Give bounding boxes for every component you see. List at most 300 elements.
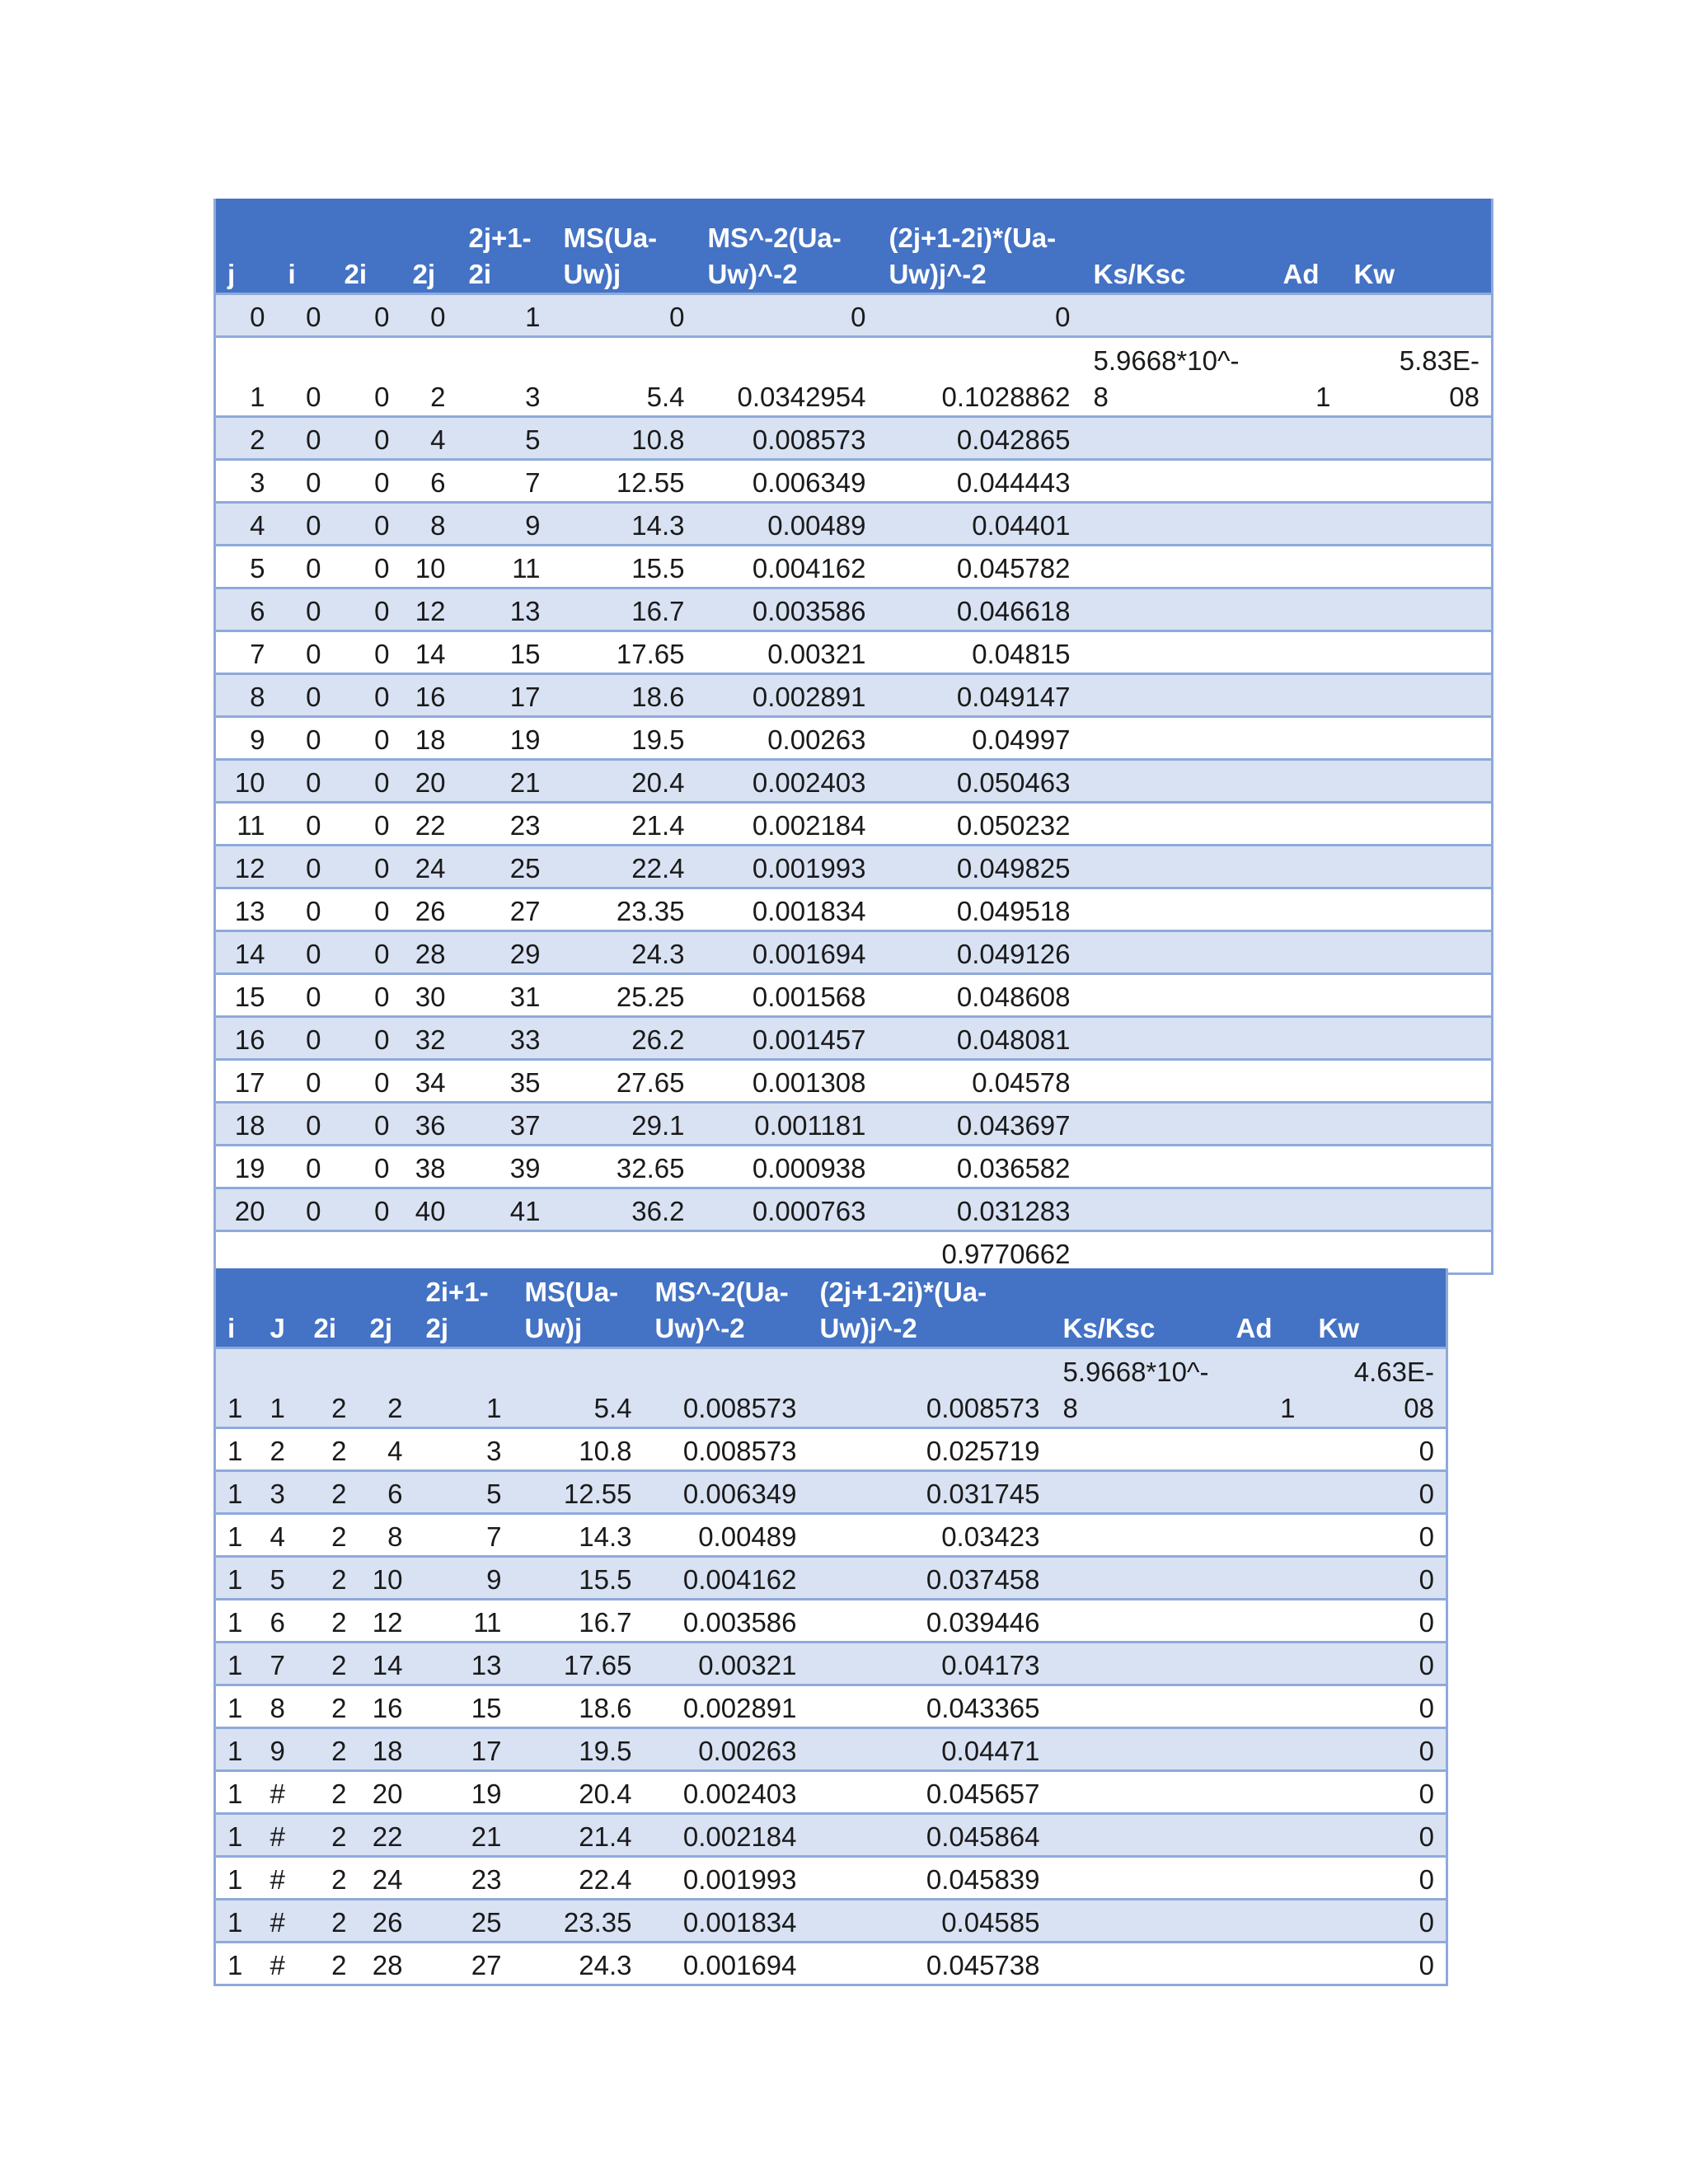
table-cell: 0.002184 — [696, 802, 878, 845]
table-cell: 3 — [415, 1427, 513, 1470]
table-cell: 2 — [401, 336, 457, 416]
table-cell: 18 — [359, 1727, 415, 1770]
table-cell — [1052, 1770, 1225, 1813]
table-row — [215, 1188, 1493, 1230]
table-cell — [1225, 1770, 1307, 1813]
table-cell: 0.04471 — [809, 1727, 1052, 1770]
table-cell — [1052, 1942, 1225, 1985]
table-cell: 0.008573 — [696, 416, 878, 459]
table-row — [215, 1770, 1447, 1813]
column-header: 2j+1- 2i — [457, 199, 552, 293]
table-cell: 0 — [1307, 1770, 1447, 1813]
table-cell: 0 — [277, 293, 333, 336]
table-cell: 2 — [302, 1599, 359, 1642]
table-cell: 5.9668*10^- 8 — [1052, 1347, 1225, 1427]
table-cell — [1343, 1145, 1493, 1188]
table-cell: 18.6 — [513, 1685, 644, 1727]
table-row — [215, 888, 1493, 930]
table-cell: 24 — [401, 845, 457, 888]
table-cell: 0.04585 — [809, 1899, 1052, 1942]
table-cell: 0 — [333, 459, 401, 502]
table-cell: 1 — [215, 1642, 259, 1685]
table-cell: 11 — [215, 802, 277, 845]
table-cell: 35 — [457, 1059, 552, 1102]
table-cell: 39 — [457, 1145, 552, 1188]
table-cell — [1052, 1513, 1225, 1556]
table-cell — [1343, 293, 1493, 336]
table-row — [215, 502, 1493, 545]
table-cell: 4 — [259, 1513, 302, 1556]
table-cell: 29.1 — [552, 1102, 696, 1145]
table-row — [215, 630, 1493, 673]
table-cell: 26 — [401, 888, 457, 930]
table-cell: 23.35 — [513, 1899, 644, 1942]
table-cell: 0.00489 — [644, 1513, 809, 1556]
table-cell — [1343, 888, 1493, 930]
table-cell: 0.008573 — [644, 1347, 809, 1427]
table-cell — [1225, 1899, 1307, 1942]
table-cell: 0 — [333, 1145, 401, 1188]
table-cell — [1272, 1145, 1343, 1188]
table-cell: 0.048081 — [878, 1016, 1082, 1059]
column-header: i — [215, 1268, 259, 1347]
table-cell: 1 — [215, 1942, 259, 1985]
table-cell: 0.002891 — [644, 1685, 809, 1727]
table-cell — [1082, 416, 1272, 459]
table-cell: 6 — [359, 1470, 415, 1513]
table-cell: 0 — [277, 888, 333, 930]
table-cell: 0 — [1307, 1513, 1447, 1556]
table-cell — [1082, 293, 1272, 336]
table-cell: 0 — [277, 545, 333, 588]
column-header: Ad — [1272, 199, 1343, 293]
table-cell: 0.049147 — [878, 673, 1082, 716]
table-cell: 2 — [359, 1347, 415, 1427]
table-cell: 2 — [302, 1899, 359, 1942]
table-cell: 21.4 — [513, 1813, 644, 1856]
table-cell: 12 — [359, 1599, 415, 1642]
table-cell — [401, 1230, 457, 1273]
table-cell: 0.04578 — [878, 1059, 1082, 1102]
table-cell — [1272, 588, 1343, 630]
table-cell: 0 — [1307, 1642, 1447, 1685]
table-cell: 19 — [457, 716, 552, 759]
table-cell: 0 — [333, 759, 401, 802]
table-cell: 22.4 — [513, 1856, 644, 1899]
table-cell: 5.9668*10^- 8 — [1082, 336, 1272, 416]
table-cell: 23 — [457, 802, 552, 845]
column-header: MS(Ua- Uw)j — [513, 1268, 644, 1347]
table-row — [215, 1899, 1447, 1942]
table-cell — [1082, 1016, 1272, 1059]
table-row — [215, 588, 1493, 630]
table-cell: 0.00263 — [696, 716, 878, 759]
table-cell: 29 — [457, 930, 552, 973]
table-cell: 37 — [457, 1102, 552, 1145]
table-cell — [1343, 1188, 1493, 1230]
table-cell: 0.9770662 — [878, 1230, 1082, 1273]
table-cell — [1082, 930, 1272, 973]
table-cell: 17.65 — [552, 630, 696, 673]
table-cell: 2 — [259, 1427, 302, 1470]
table-cell: 0 — [1307, 1685, 1447, 1727]
table-row — [215, 416, 1493, 459]
table-cell: 14 — [359, 1642, 415, 1685]
table-cell: 0.003586 — [644, 1599, 809, 1642]
table-cell: 23 — [415, 1856, 513, 1899]
table-cell: 0 — [1307, 1427, 1447, 1470]
table-cell: 5.4 — [513, 1347, 644, 1427]
table-cell: 11 — [415, 1599, 513, 1642]
table-cell: # — [259, 1899, 302, 1942]
table-cell: 0 — [277, 1102, 333, 1145]
table-cell: 0.002403 — [696, 759, 878, 802]
table-cell: 20 — [215, 1188, 277, 1230]
table-cell: 1 — [215, 1556, 259, 1599]
table-cell: 0.045839 — [809, 1856, 1052, 1899]
table-cell: 0.049825 — [878, 845, 1082, 888]
table-cell: 2 — [302, 1856, 359, 1899]
column-header: (2j+1-2i)*(Ua- Uw)j^-2 — [878, 199, 1082, 293]
table-row — [215, 545, 1493, 588]
table-cell: 5 — [457, 416, 552, 459]
table-row — [215, 336, 1493, 416]
table-cell — [552, 1230, 696, 1273]
table-cell: 4 — [401, 416, 457, 459]
table-cell — [1343, 1102, 1493, 1145]
table-cell: 0.00321 — [644, 1642, 809, 1685]
table-cell — [1225, 1642, 1307, 1685]
table-cell: 0.00321 — [696, 630, 878, 673]
table-cell: 1 — [215, 1427, 259, 1470]
table-cell: 0 — [277, 973, 333, 1016]
table-cell: 0.008573 — [644, 1427, 809, 1470]
table-cell — [1225, 1856, 1307, 1899]
table-cell: 40 — [401, 1188, 457, 1230]
table-cell: 32.65 — [552, 1145, 696, 1188]
table-cell: 0.031745 — [809, 1470, 1052, 1513]
table-cell: 0 — [696, 293, 878, 336]
table-cell: 0 — [277, 930, 333, 973]
table-cell: 1 — [215, 1470, 259, 1513]
table-cell: 9 — [457, 502, 552, 545]
column-header: J — [259, 1268, 302, 1347]
table-cell: 17.65 — [513, 1642, 644, 1685]
table-cell: 0 — [333, 416, 401, 459]
table-cell: 16 — [401, 673, 457, 716]
table-cell — [1272, 1016, 1343, 1059]
table-cell: 0 — [333, 673, 401, 716]
table-cell — [1082, 1188, 1272, 1230]
table-cell — [1343, 416, 1493, 459]
table-cell — [1272, 973, 1343, 1016]
table-cell: 3 — [259, 1470, 302, 1513]
table-cell: 0.045738 — [809, 1942, 1052, 1985]
table-cell: 0.03423 — [809, 1513, 1052, 1556]
table-cell: 0.008573 — [809, 1347, 1052, 1427]
table-cell: 10 — [215, 759, 277, 802]
table-cell: 0.001834 — [644, 1899, 809, 1942]
table-cell: 5 — [415, 1470, 513, 1513]
table-cell: 0.000938 — [696, 1145, 878, 1188]
table-cell: 14 — [215, 930, 277, 973]
calculation-table-1 — [213, 199, 1493, 1275]
column-header: Ks/Ksc — [1052, 1268, 1225, 1347]
table-cell: 0 — [552, 293, 696, 336]
table-cell — [1343, 502, 1493, 545]
table-cell: 0 — [277, 459, 333, 502]
table-cell: 0.036582 — [878, 1145, 1082, 1188]
table-cell — [1272, 545, 1343, 588]
table-cell: 0 — [333, 336, 401, 416]
column-header: Kw — [1307, 1268, 1447, 1347]
table-cell: 32 — [401, 1016, 457, 1059]
table-row — [215, 459, 1493, 502]
table-cell: 18.6 — [552, 673, 696, 716]
table-cell: 0.043365 — [809, 1685, 1052, 1727]
table-cell — [1272, 802, 1343, 845]
table-cell: 20.4 — [552, 759, 696, 802]
table-cell: 0 — [333, 545, 401, 588]
table-cell: 0 — [277, 1016, 333, 1059]
table-cell: # — [259, 1813, 302, 1856]
table-cell — [1052, 1899, 1225, 1942]
table-row — [215, 930, 1493, 973]
table-cell: 13 — [457, 588, 552, 630]
table-cell — [1272, 630, 1343, 673]
table-cell: 18 — [215, 1102, 277, 1145]
table-cell: 0 — [1307, 1899, 1447, 1942]
table-row — [215, 1556, 1447, 1599]
table-cell: 1 — [215, 1347, 259, 1427]
table-cell: # — [259, 1770, 302, 1813]
table-cell: 16 — [215, 1016, 277, 1059]
table-row — [215, 1427, 1447, 1470]
table-cell: 1 — [1272, 336, 1343, 416]
table-cell: 0 — [277, 716, 333, 759]
table-cell: 0.004162 — [644, 1556, 809, 1599]
table-cell: 17 — [415, 1727, 513, 1770]
table-cell: 13 — [415, 1642, 513, 1685]
table-cell: 15 — [457, 630, 552, 673]
table-cell: 0 — [1307, 1727, 1447, 1770]
table-cell — [1343, 1230, 1493, 1273]
table-cell: 2 — [302, 1427, 359, 1470]
table-cell — [1343, 973, 1493, 1016]
table-cell — [1052, 1727, 1225, 1770]
table-cell: 1 — [415, 1347, 513, 1427]
calculation-table-2 — [213, 1268, 1448, 1986]
table-cell — [1343, 1016, 1493, 1059]
table-cell — [1272, 888, 1343, 930]
table-cell: 0.002891 — [696, 673, 878, 716]
table-cell — [1082, 1145, 1272, 1188]
table-cell: 22 — [401, 802, 457, 845]
table-cell: 0.049126 — [878, 930, 1082, 973]
table-cell: 20 — [401, 759, 457, 802]
table-cell: 0 — [277, 1188, 333, 1230]
table-cell — [1052, 1470, 1225, 1513]
table-cell: 2 — [302, 1470, 359, 1513]
table-body — [215, 1347, 1447, 1985]
table-cell: 0 — [333, 845, 401, 888]
table-row — [215, 1599, 1447, 1642]
table-cell: 5.4 — [552, 336, 696, 416]
table-cell: 0 — [277, 416, 333, 459]
table-cell: 0.001694 — [644, 1942, 809, 1985]
table-cell: 0 — [1307, 1470, 1447, 1513]
table-cell: 0 — [1307, 1942, 1447, 1985]
table-cell: 0 — [333, 802, 401, 845]
table-cell: 0.002184 — [644, 1813, 809, 1856]
table-cell — [1272, 716, 1343, 759]
table-row — [215, 1513, 1447, 1556]
table-cell: 15 — [415, 1685, 513, 1727]
table-cell: 0.004162 — [696, 545, 878, 588]
table-cell: 12.55 — [513, 1470, 644, 1513]
table-cell: 1 — [457, 293, 552, 336]
table-cell: 0.039446 — [809, 1599, 1052, 1642]
table-cell: 0.006349 — [644, 1470, 809, 1513]
table-cell: 0 — [333, 888, 401, 930]
table-row — [215, 1727, 1447, 1770]
table-cell: 27 — [415, 1942, 513, 1985]
table-cell: 5 — [259, 1556, 302, 1599]
table-row — [215, 1813, 1447, 1856]
table-cell: 0.045864 — [809, 1813, 1052, 1856]
table-cell — [1343, 930, 1493, 973]
table-cell — [1225, 1599, 1307, 1642]
table-cell — [1082, 1230, 1272, 1273]
column-header: 2i — [302, 1268, 359, 1347]
table-cell: 19 — [415, 1770, 513, 1813]
table-cell: 20.4 — [513, 1770, 644, 1813]
table-cell: 16.7 — [552, 588, 696, 630]
table-row — [215, 845, 1493, 888]
table-cell — [1343, 673, 1493, 716]
table-cell: 1 — [215, 1599, 259, 1642]
table-cell: 22 — [359, 1813, 415, 1856]
table-cell: 0 — [333, 1016, 401, 1059]
table-row — [215, 1016, 1493, 1059]
table-cell: 0 — [333, 1059, 401, 1102]
table-cell: 8 — [259, 1685, 302, 1727]
table-cell — [1225, 1813, 1307, 1856]
table-cell: 0.044443 — [878, 459, 1082, 502]
table-cell: 0.046618 — [878, 588, 1082, 630]
table-cell: 15.5 — [513, 1556, 644, 1599]
table-cell: 27.65 — [552, 1059, 696, 1102]
table-cell: 0.050463 — [878, 759, 1082, 802]
table-body — [215, 293, 1493, 1273]
table-row — [215, 716, 1493, 759]
table-row — [215, 673, 1493, 716]
table-cell: 27 — [457, 888, 552, 930]
table-cell — [1343, 588, 1493, 630]
table-cell — [1225, 1556, 1307, 1599]
table-cell: 15.5 — [552, 545, 696, 588]
table-cell: 26.2 — [552, 1016, 696, 1059]
table-cell: 0 — [277, 802, 333, 845]
column-header: Ks/Ksc — [1082, 199, 1272, 293]
table-cell: 10.8 — [513, 1427, 644, 1470]
table-row — [215, 1145, 1493, 1188]
table-cell — [1272, 930, 1343, 973]
table-cell: 0 — [277, 759, 333, 802]
table-cell: 0 — [333, 973, 401, 1016]
table-cell — [1082, 588, 1272, 630]
table-cell: 0 — [277, 336, 333, 416]
table-cell: 0 — [333, 502, 401, 545]
table-cell: 4 — [215, 502, 277, 545]
column-header: MS^-2(Ua- Uw)^-2 — [696, 199, 878, 293]
table-cell: 19 — [215, 1145, 277, 1188]
table-cell: 0 — [401, 293, 457, 336]
table-cell: 17 — [457, 673, 552, 716]
table-cell — [1082, 1059, 1272, 1102]
table-cell: 0.042865 — [878, 416, 1082, 459]
column-header: MS^-2(Ua- Uw)^-2 — [644, 1268, 809, 1347]
table-cell: 0.001457 — [696, 1016, 878, 1059]
table-cell — [1052, 1813, 1225, 1856]
table-cell: 0.04173 — [809, 1642, 1052, 1685]
table-cell: 0.050232 — [878, 802, 1082, 845]
table-cell: 24.3 — [552, 930, 696, 973]
table-cell: 14 — [401, 630, 457, 673]
table-cell: 2 — [215, 416, 277, 459]
table-cell: 1 — [215, 1856, 259, 1899]
table-cell: 0.048608 — [878, 973, 1082, 1016]
table-cell: 28 — [359, 1942, 415, 1985]
table-cell: 1 — [215, 1813, 259, 1856]
table-cell: 15 — [215, 973, 277, 1016]
table-row — [215, 973, 1493, 1016]
table-cell — [1272, 1230, 1343, 1273]
table-cell — [1082, 630, 1272, 673]
table-cell — [1082, 759, 1272, 802]
table-cell: 12 — [215, 845, 277, 888]
column-header: j — [215, 199, 277, 293]
table-cell — [1343, 545, 1493, 588]
table-cell: 1 — [215, 1685, 259, 1727]
table-cell: 2 — [302, 1813, 359, 1856]
table-cell — [1082, 888, 1272, 930]
table-cell: 8 — [401, 502, 457, 545]
table-cell: 0 — [333, 293, 401, 336]
table-cell: 0.043697 — [878, 1102, 1082, 1145]
table-cell — [1343, 759, 1493, 802]
table-cell — [1272, 1102, 1343, 1145]
table-cell: 22.4 — [552, 845, 696, 888]
table-cell: 41 — [457, 1188, 552, 1230]
table-cell — [1272, 502, 1343, 545]
table-cell: 9 — [215, 716, 277, 759]
table-cell: 0 — [277, 845, 333, 888]
table-cell — [1343, 1059, 1493, 1102]
table-cell — [1082, 673, 1272, 716]
table-cell: 0.006349 — [696, 459, 878, 502]
table-cell: 0 — [277, 502, 333, 545]
table-row — [215, 1059, 1493, 1102]
column-header: 2i+1- 2j — [415, 1268, 513, 1347]
table-cell: 0.04815 — [878, 630, 1082, 673]
table-cell: 12.55 — [552, 459, 696, 502]
table-cell: 21.4 — [552, 802, 696, 845]
table-cell: 0.0342954 — [696, 336, 878, 416]
table-cell: 7 — [259, 1642, 302, 1685]
table-cell: 0.001993 — [696, 845, 878, 888]
table-row — [215, 802, 1493, 845]
